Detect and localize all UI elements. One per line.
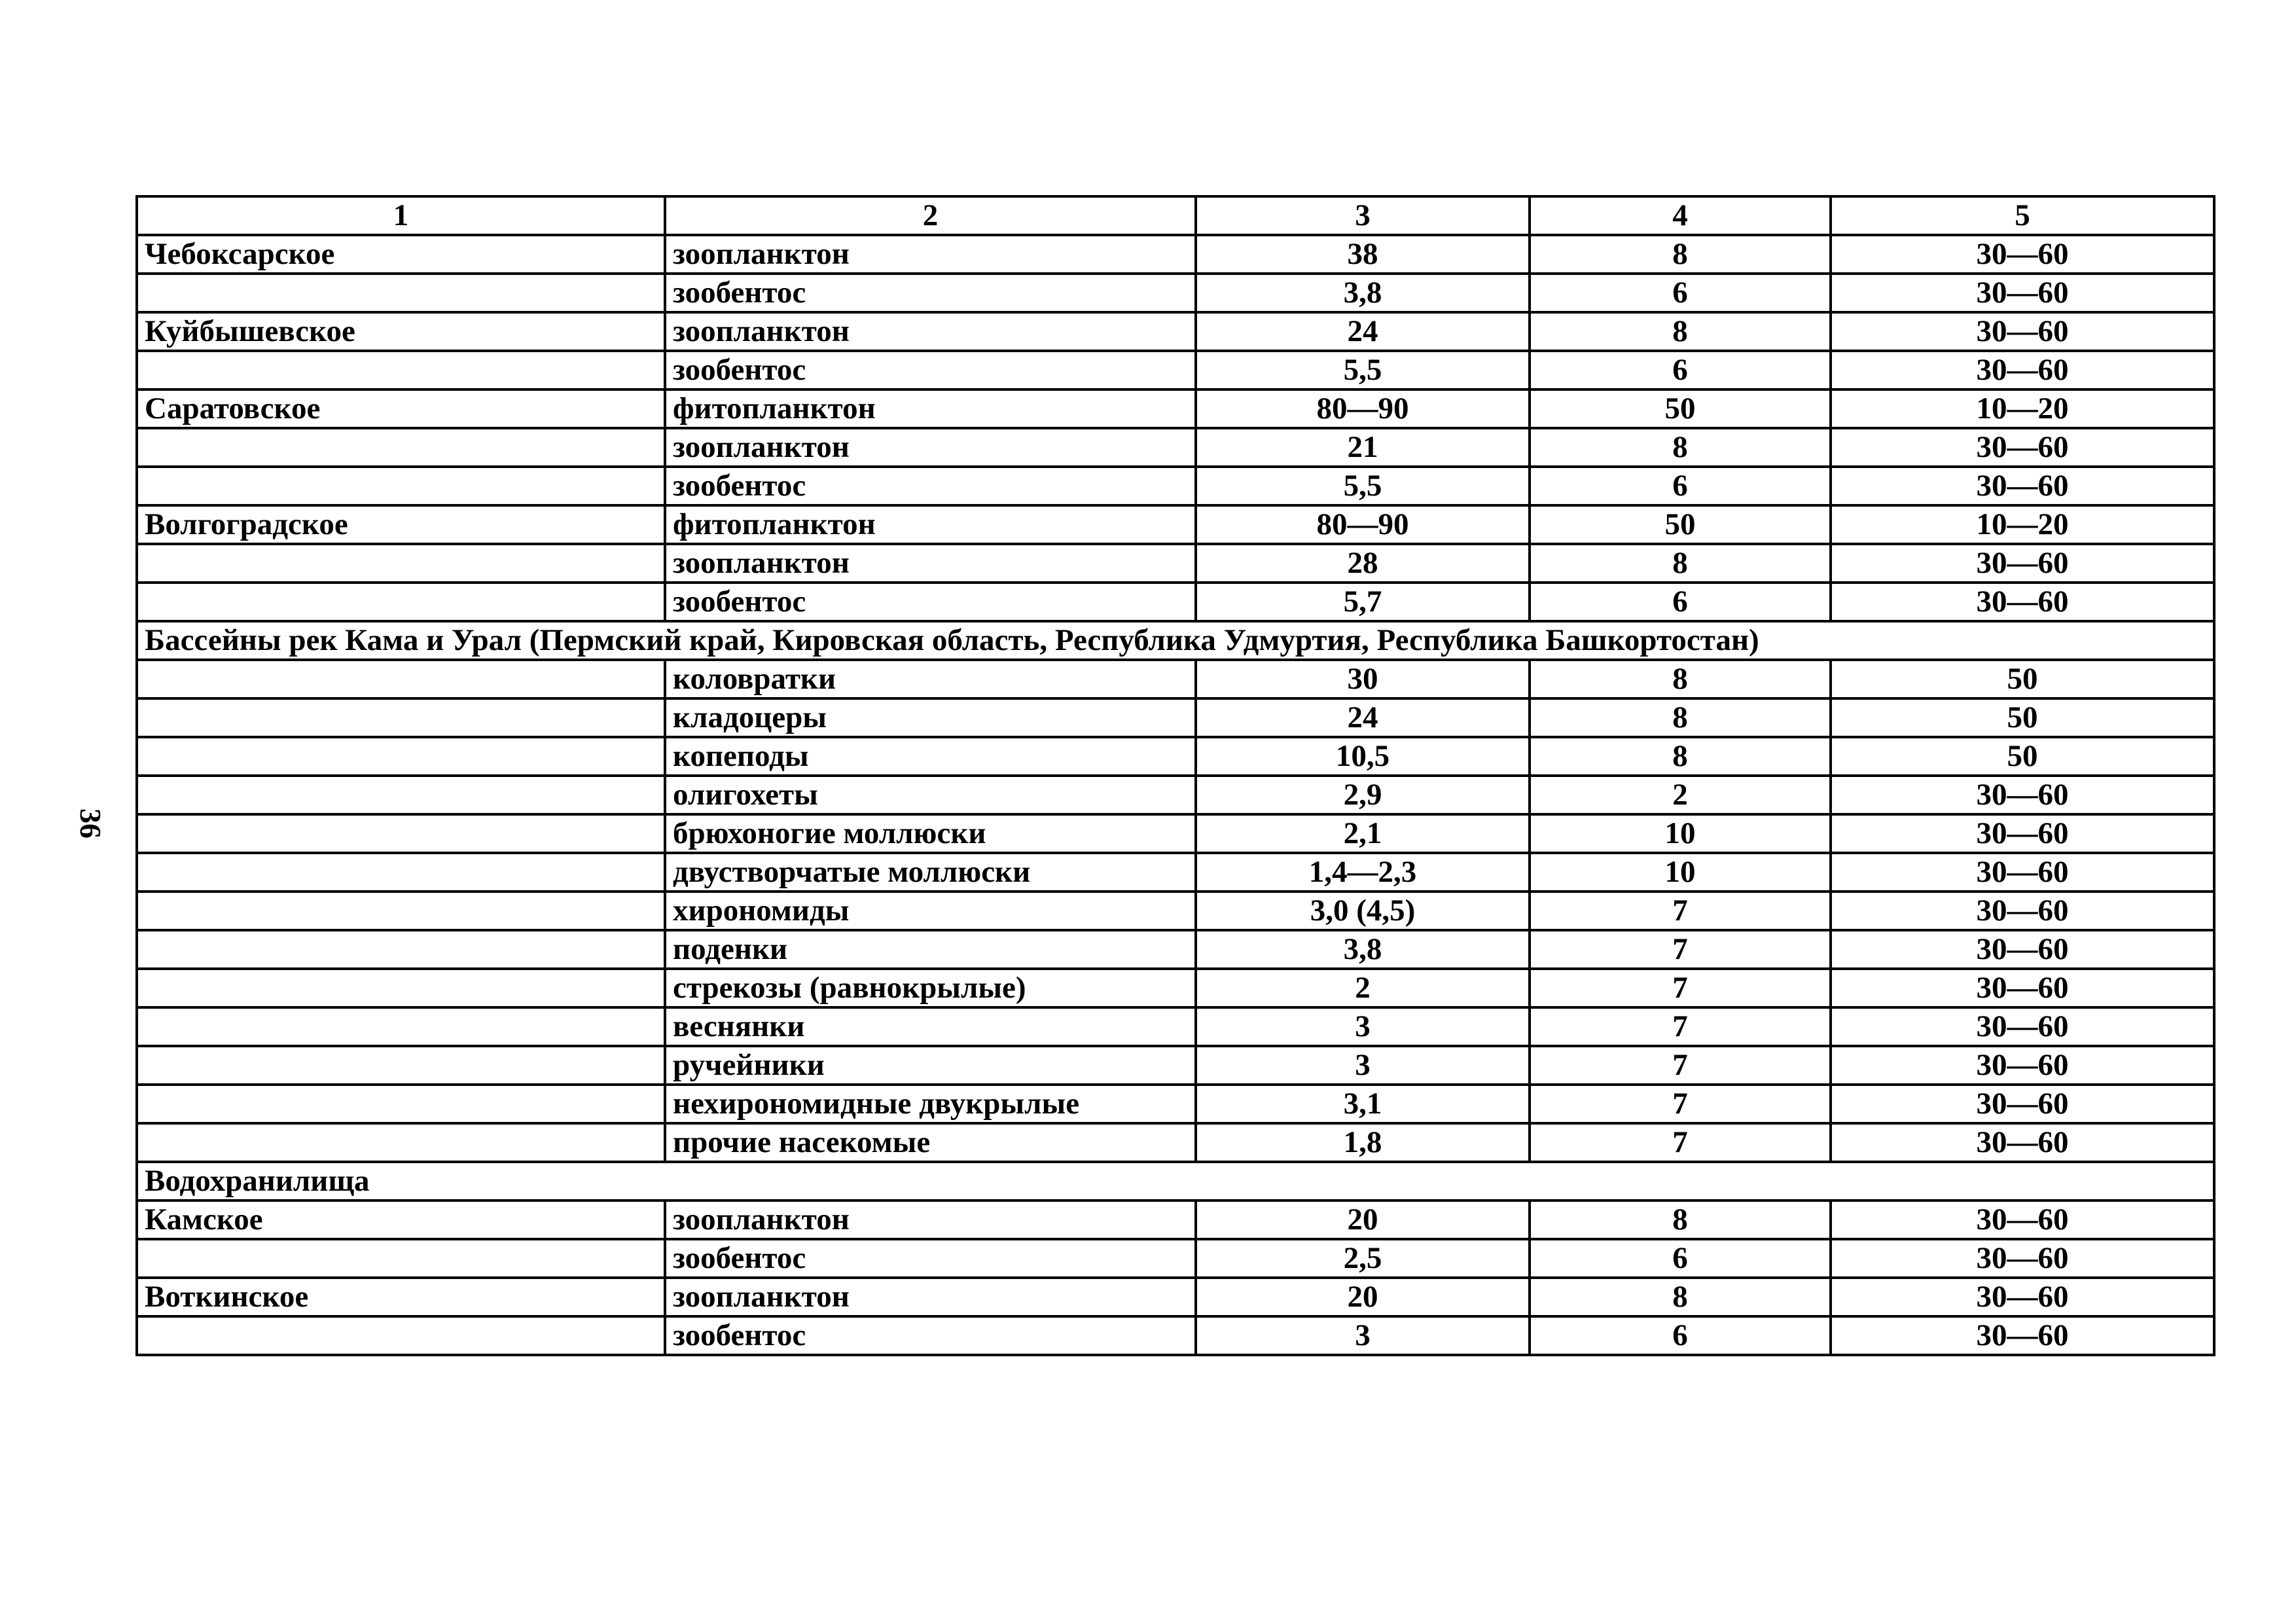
reservoir-cell: Камское: [137, 1200, 665, 1239]
value-5-cell: 30—60: [1831, 1316, 2214, 1355]
reservoir-cell: [137, 814, 665, 853]
section-row: [137, 1162, 2214, 1200]
value-5-cell: 30—60: [1831, 1007, 2214, 1046]
organism-group-cell: кладоцеры: [665, 698, 1196, 737]
value-5-cell: 50: [1831, 660, 2214, 698]
organism-group-cell: двустворчатые моллюски: [665, 853, 1196, 892]
page-number: 36: [74, 808, 107, 839]
value-3-cell: 30: [1196, 660, 1530, 698]
header-row: [137, 196, 2214, 235]
value-3-cell: 3: [1196, 1046, 1530, 1085]
table-row: [137, 1200, 2214, 1239]
value-4-cell: 8: [1530, 235, 1831, 274]
reservoir-cell: [137, 930, 665, 969]
table-row: [137, 814, 2214, 853]
reservoir-cell: [137, 737, 665, 776]
value-3-cell: 2: [1196, 969, 1530, 1007]
value-4-cell: 8: [1530, 544, 1831, 583]
value-5-cell: 30—60: [1831, 853, 2214, 892]
value-3-cell: 3,8: [1196, 274, 1530, 312]
reservoir-cell: [137, 776, 665, 814]
reservoir-cell: [137, 274, 665, 312]
organism-group-cell: поденки: [665, 930, 1196, 969]
value-3-cell: 20: [1196, 1278, 1530, 1316]
value-5-cell: 30—60: [1831, 428, 2214, 467]
column-header-5: 5: [1831, 196, 2214, 235]
table-row: [137, 583, 2214, 621]
table-row: [137, 776, 2214, 814]
table-row: [137, 1046, 2214, 1085]
reservoir-cell: [137, 698, 665, 737]
value-4-cell: 7: [1530, 930, 1831, 969]
organism-group-cell: фитопланктон: [665, 505, 1196, 544]
reservoir-cell: [137, 1007, 665, 1046]
value-5-cell: 50: [1831, 698, 2214, 737]
organism-group-cell: копеподы: [665, 737, 1196, 776]
organism-group-cell: зоопланктон: [665, 235, 1196, 274]
value-3-cell: 3: [1196, 1007, 1530, 1046]
organism-group-cell: зообентос: [665, 274, 1196, 312]
value-5-cell: 30—60: [1831, 814, 2214, 853]
table-row: [137, 1316, 2214, 1355]
value-4-cell: 6: [1530, 1239, 1831, 1278]
table-row: [137, 853, 2214, 892]
value-4-cell: 8: [1530, 1200, 1831, 1239]
table-row: [137, 737, 2214, 776]
value-4-cell: 7: [1530, 1123, 1831, 1162]
value-4-cell: 7: [1530, 969, 1831, 1007]
value-4-cell: 7: [1530, 1007, 1831, 1046]
value-4-cell: 6: [1530, 351, 1831, 389]
organism-group-cell: зообентос: [665, 1316, 1196, 1355]
value-4-cell: 10: [1530, 814, 1831, 853]
reservoir-cell: [137, 1123, 665, 1162]
table-row: [137, 312, 2214, 351]
organism-group-cell: зоопланктон: [665, 544, 1196, 583]
value-3-cell: 80—90: [1196, 389, 1530, 428]
value-5-cell: 30—60: [1831, 1046, 2214, 1085]
value-4-cell: 7: [1530, 892, 1831, 930]
value-3-cell: 5,5: [1196, 467, 1530, 505]
value-4-cell: 7: [1530, 1085, 1831, 1123]
organism-group-cell: зообентос: [665, 351, 1196, 389]
table-row: [137, 1123, 2214, 1162]
organism-group-cell: коловратки: [665, 660, 1196, 698]
value-5-cell: 30—60: [1831, 1278, 2214, 1316]
table-row: [137, 892, 2214, 930]
table-row: [137, 351, 2214, 389]
value-3-cell: 10,5: [1196, 737, 1530, 776]
table-row: [137, 698, 2214, 737]
table-row: [137, 1085, 2214, 1123]
organism-group-cell: зоопланктон: [665, 1278, 1196, 1316]
reservoir-cell: [137, 1239, 665, 1278]
table-row: [137, 389, 2214, 428]
reservoir-cell: Куйбышевское: [137, 312, 665, 351]
table-row: [137, 1278, 2214, 1316]
reservoir-cell: [137, 660, 665, 698]
value-3-cell: 80—90: [1196, 505, 1530, 544]
organism-group-cell: нехирономидные двукрылые: [665, 1085, 1196, 1123]
data-table: [135, 195, 2215, 1356]
value-5-cell: 30—60: [1831, 544, 2214, 583]
value-4-cell: 7: [1530, 1046, 1831, 1085]
value-5-cell: 30—60: [1831, 776, 2214, 814]
value-3-cell: 5,7: [1196, 583, 1530, 621]
organism-group-cell: олигохеты: [665, 776, 1196, 814]
section-row: [137, 621, 2214, 660]
column-header-4: 4: [1530, 196, 1831, 235]
value-5-cell: 50: [1831, 737, 2214, 776]
value-5-cell: 30—60: [1831, 892, 2214, 930]
reservoir-cell: Воткинское: [137, 1278, 665, 1316]
value-3-cell: 1,8: [1196, 1123, 1530, 1162]
value-4-cell: 8: [1530, 737, 1831, 776]
organism-group-cell: зоопланктон: [665, 428, 1196, 467]
reservoir-cell: [137, 428, 665, 467]
reservoir-cell: [137, 583, 665, 621]
column-header-1: 1: [137, 196, 665, 235]
value-5-cell: 30—60: [1831, 930, 2214, 969]
organism-group-cell: зоопланктон: [665, 1200, 1196, 1239]
table-row: [137, 660, 2214, 698]
value-5-cell: 30—60: [1831, 1123, 2214, 1162]
value-3-cell: 28: [1196, 544, 1530, 583]
organism-group-cell: зообентос: [665, 583, 1196, 621]
value-4-cell: 8: [1530, 428, 1831, 467]
table-row: [137, 467, 2214, 505]
table-row: [137, 428, 2214, 467]
column-header-3: 3: [1196, 196, 1530, 235]
table-body: [137, 196, 2214, 1355]
value-3-cell: 24: [1196, 698, 1530, 737]
table-row: [137, 544, 2214, 583]
reservoir-cell: [137, 544, 665, 583]
reservoir-cell: [137, 1085, 665, 1123]
value-4-cell: 6: [1530, 274, 1831, 312]
value-4-cell: 8: [1530, 1278, 1831, 1316]
table-row: [137, 1239, 2214, 1278]
organism-group-cell: зообентос: [665, 1239, 1196, 1278]
value-3-cell: 3,1: [1196, 1085, 1530, 1123]
value-4-cell: 50: [1530, 505, 1831, 544]
value-5-cell: 10—20: [1831, 389, 2214, 428]
value-3-cell: 2,5: [1196, 1239, 1530, 1278]
reservoir-cell: [137, 969, 665, 1007]
value-3-cell: 24: [1196, 312, 1530, 351]
value-4-cell: 6: [1530, 583, 1831, 621]
value-4-cell: 8: [1530, 312, 1831, 351]
value-5-cell: 30—60: [1831, 1200, 2214, 1239]
reservoir-cell: [137, 1316, 665, 1355]
reservoir-cell: [137, 467, 665, 505]
column-header-2: 2: [665, 196, 1196, 235]
value-3-cell: 1,4—2,3: [1196, 853, 1530, 892]
value-3-cell: 3: [1196, 1316, 1530, 1355]
reservoir-cell: Саратовское: [137, 389, 665, 428]
table-row: [137, 969, 2214, 1007]
value-5-cell: 30—60: [1831, 351, 2214, 389]
organism-group-cell: брюхоногие моллюски: [665, 814, 1196, 853]
value-4-cell: 8: [1530, 660, 1831, 698]
value-3-cell: 5,5: [1196, 351, 1530, 389]
value-3-cell: 3,0 (4,5): [1196, 892, 1530, 930]
reservoir-cell: [137, 892, 665, 930]
organism-group-cell: зоопланктон: [665, 312, 1196, 351]
table-row: [137, 505, 2214, 544]
value-4-cell: 2: [1530, 776, 1831, 814]
organism-group-cell: прочие насекомые: [665, 1123, 1196, 1162]
organism-group-cell: зообентос: [665, 467, 1196, 505]
value-5-cell: 30—60: [1831, 467, 2214, 505]
value-5-cell: 30—60: [1831, 969, 2214, 1007]
value-4-cell: 6: [1530, 467, 1831, 505]
value-3-cell: 21: [1196, 428, 1530, 467]
value-3-cell: 2,9: [1196, 776, 1530, 814]
value-3-cell: 2,1: [1196, 814, 1530, 853]
organism-group-cell: стрекозы (равнокрылые): [665, 969, 1196, 1007]
value-5-cell: 10—20: [1831, 505, 2214, 544]
value-5-cell: 30—60: [1831, 235, 2214, 274]
reservoir-cell: Чебоксарское: [137, 235, 665, 274]
value-5-cell: 30—60: [1831, 583, 2214, 621]
organism-group-cell: хирономиды: [665, 892, 1196, 930]
organism-group-cell: ручейники: [665, 1046, 1196, 1085]
value-5-cell: 30—60: [1831, 1239, 2214, 1278]
reservoir-cell: [137, 1046, 665, 1085]
table-row: [137, 274, 2214, 312]
value-4-cell: 50: [1530, 389, 1831, 428]
value-4-cell: 6: [1530, 1316, 1831, 1355]
value-5-cell: 30—60: [1831, 1085, 2214, 1123]
table-row: [137, 930, 2214, 969]
table-row: [137, 1007, 2214, 1046]
organism-group-cell: фитопланктон: [665, 389, 1196, 428]
value-3-cell: 20: [1196, 1200, 1530, 1239]
value-4-cell: 10: [1530, 853, 1831, 892]
value-3-cell: 3,8: [1196, 930, 1530, 969]
reservoir-cell: [137, 853, 665, 892]
value-5-cell: 30—60: [1831, 312, 2214, 351]
section-title: Водохранилища: [137, 1162, 2214, 1200]
organism-group-cell: веснянки: [665, 1007, 1196, 1046]
section-title: Бассейны рек Кама и Урал (Пермский край, Кировская область, Республика Удмуртия, Республика Башкортостан): [137, 621, 2214, 660]
value-5-cell: 30—60: [1831, 274, 2214, 312]
reservoir-cell: Волгоградское: [137, 505, 665, 544]
reservoir-cell: [137, 351, 665, 389]
table-row: [137, 235, 2214, 274]
value-3-cell: 38: [1196, 235, 1530, 274]
value-4-cell: 8: [1530, 698, 1831, 737]
